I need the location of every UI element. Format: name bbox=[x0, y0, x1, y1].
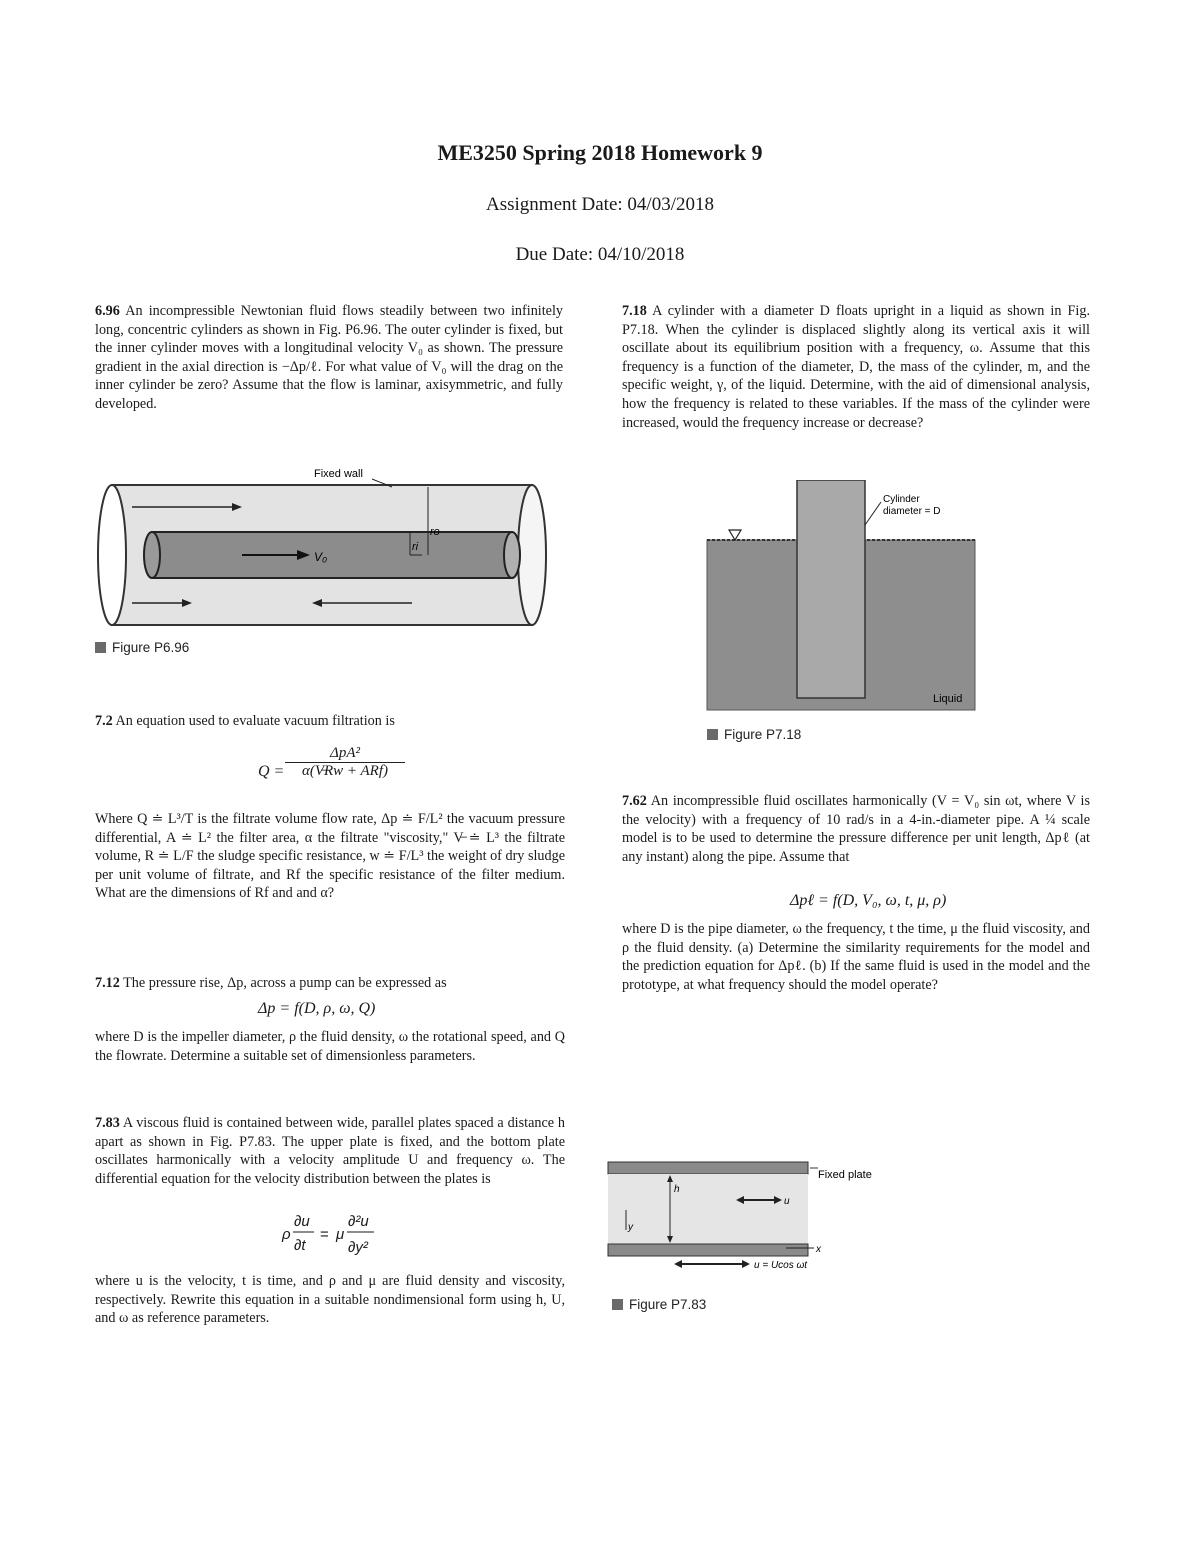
cylinder-label-2: diameter = D bbox=[883, 506, 941, 517]
floating-cylinder bbox=[797, 480, 865, 698]
figure-caption: Figure P6.96 bbox=[95, 640, 189, 655]
problem-number: 7.83 bbox=[95, 1115, 120, 1131]
problem-text: A viscous fluid is contained between wide, parallel plates spaced a distance h apart as shown in Fig. P7.83. The upper plate is fixed, and the bottom plate oscillates harmonically with a velocity amplitude U and frequency ω. The differential equation for the velocity distribution between the plates is bbox=[95, 1115, 566, 1187]
fluid-layer bbox=[608, 1174, 808, 1244]
fixed-wall-label: Fixed wall bbox=[314, 468, 363, 480]
inner-cylinder bbox=[152, 532, 512, 578]
equation-lhs: Q = bbox=[258, 763, 285, 780]
problem-7-12-text2: where D is the impeller diameter, ρ the fluid density, ω the rotational speed, and Q the flowrate. Determine a suitable set of dimensionless parameters. bbox=[95, 1029, 565, 1064]
svg-text:=: = bbox=[320, 1226, 329, 1243]
problem-7-62-text2: where D is the pipe diameter, ω the frequency, t the time, μ the fluid viscosity, and ρ the fluid density. (a) Determine the similarity requirements for the model and the prediction equation for Δpℓ. (b) If the same fluid is used in the model and the prototype, at what frequency should the model operate? bbox=[622, 921, 1090, 993]
svg-text:ρ: ρ bbox=[282, 1226, 291, 1243]
problem-number: 7.18 bbox=[622, 303, 647, 319]
x-label: x bbox=[816, 1244, 821, 1255]
page-title: ME3250 Spring 2018 Homework 9 bbox=[437, 140, 763, 165]
problem-6-96 bbox=[95, 302, 563, 414]
figure-p7-83 bbox=[606, 1160, 906, 1280]
y-label: y bbox=[628, 1222, 633, 1233]
svg-text:∂²u: ∂²u bbox=[348, 1213, 369, 1230]
u-label: u bbox=[784, 1196, 790, 1207]
figure-p6-96 bbox=[92, 455, 572, 655]
problem-7-18 bbox=[622, 302, 1090, 432]
figure-p7-18 bbox=[705, 480, 990, 720]
assignment-date: Assignment Date: 04/03/2018 bbox=[486, 194, 714, 215]
caption-square-icon bbox=[612, 1299, 623, 1310]
caption-square-icon bbox=[95, 642, 106, 653]
figure-caption: Figure P7.18 bbox=[707, 727, 801, 742]
problem-number: 7.62 bbox=[622, 793, 647, 809]
problem-text: A cylinder with a diameter D floats upright in a liquid as shown in Fig. P7.18. When the cylinder is displaced slightly along its vertical axis it will oscillate about its equilibrium position with a frequency, ω. Assume that this frequency is a function of the diameter, D, the mass of the cylinder, m, and the specific weight, γ, of the liquid. Determine, with the aid of dimensional analysis, how the frequency is related to these variables. If the mass of the cylinder were increased, would the frequency increase or decrease? bbox=[622, 303, 1090, 431]
outer-left-end bbox=[98, 485, 126, 625]
svg-text:∂u: ∂u bbox=[294, 1213, 310, 1230]
svg-text:∂y²: ∂y² bbox=[348, 1239, 368, 1256]
fixed-plate-label: Fixed plate bbox=[818, 1169, 872, 1181]
h-label: h bbox=[674, 1184, 680, 1195]
u-equation-label: u = Ucos ωt bbox=[754, 1260, 808, 1271]
ri-label: ri bbox=[412, 541, 419, 553]
problem-number: 7.12 bbox=[95, 975, 120, 991]
problem-number: 6.96 bbox=[95, 303, 120, 319]
equation: Δpℓ = f(D, V₀, ω, t, μ, ρ) bbox=[790, 892, 947, 909]
figure-caption: Figure P7.83 bbox=[612, 1297, 706, 1312]
outer-right-end bbox=[518, 485, 546, 625]
ro-label: ro bbox=[430, 526, 440, 538]
problem-7-83 bbox=[95, 1114, 565, 1188]
cylinder-label-1: Cylinder bbox=[883, 494, 920, 505]
svg-text:∂t: ∂t bbox=[294, 1237, 306, 1254]
problem-7-2 bbox=[95, 712, 565, 731]
oscillating-plate bbox=[608, 1244, 808, 1256]
fixed-plate bbox=[608, 1162, 808, 1174]
fraction-numerator: ΔpA² bbox=[330, 745, 360, 761]
problem-7-62 bbox=[622, 792, 1090, 866]
pde-equation bbox=[280, 1206, 400, 1262]
problem-text: An incompressible fluid oscillates harmonically (V = V₀ sin ωt, where V is the velocity) with a frequency of 10 rad/s in a 4-in.-diameter pipe. A ¼ scale model is to be used to determine the pressure difference per unit length, Δpℓ (at any instant) along the pipe. Assume that bbox=[622, 793, 1090, 865]
problem-number: 7.2 bbox=[95, 713, 113, 729]
equation-fraction bbox=[285, 745, 405, 780]
problem-text: The pressure rise, Δp, across a pump can be expressed as bbox=[123, 975, 447, 991]
problem-7-12 bbox=[95, 974, 565, 993]
free-surface-icon bbox=[729, 530, 741, 540]
svg-text:μ: μ bbox=[336, 1226, 345, 1243]
equation: Δp = f(D, ρ, ω, Q) bbox=[258, 1000, 376, 1017]
problem-7-83-text2: where u is the velocity, t is time, and ρ and μ are fluid density and viscosity, respectively. Rewrite this equation in a suitable nondimensional form using h, U, and ω as reference parameters. bbox=[95, 1273, 565, 1327]
liquid-label: Liquid bbox=[933, 693, 963, 705]
v0-label: V₀ bbox=[314, 550, 328, 564]
problem-7-2-text2: Where Q ≐ L³/T is the filtrate volume flow rate, Δp ≐ F/L² the vacuum pressure differential, A ≐ L² the filter area, α the filtrate "viscosity," V̶ ≐ L³ the filtrate volume, R ≐ L/F the sludge specific resistance, w ≐ F/L³ the weight of dry sludge per unit volume of filtrate, and Rf the specific resistance of the filter medium. What are the dimensions of Rf and and α? bbox=[95, 811, 565, 902]
fraction-denominator: α(V̶Rw + ARf) bbox=[285, 762, 405, 780]
due-date: Due Date: 04/10/2018 bbox=[515, 244, 685, 265]
problem-text: An equation used to evaluate vacuum filtration is bbox=[115, 713, 395, 729]
caption-square-icon bbox=[707, 729, 718, 740]
problem-text: An incompressible Newtonian fluid flows steadily between two infinitely long, concentric cylinders as shown in Fig. P6.96. The outer cylinder is fixed, but the inner cylinder moves with a longitudinal velocity V₀ as shown. The pressure gradient in the axial direction is −Δp/ℓ. For what value of V₀ will the drag on the inner cylinder be zero? Assume that the flow is laminar, axisymmetric, and fully developed. bbox=[95, 303, 564, 412]
